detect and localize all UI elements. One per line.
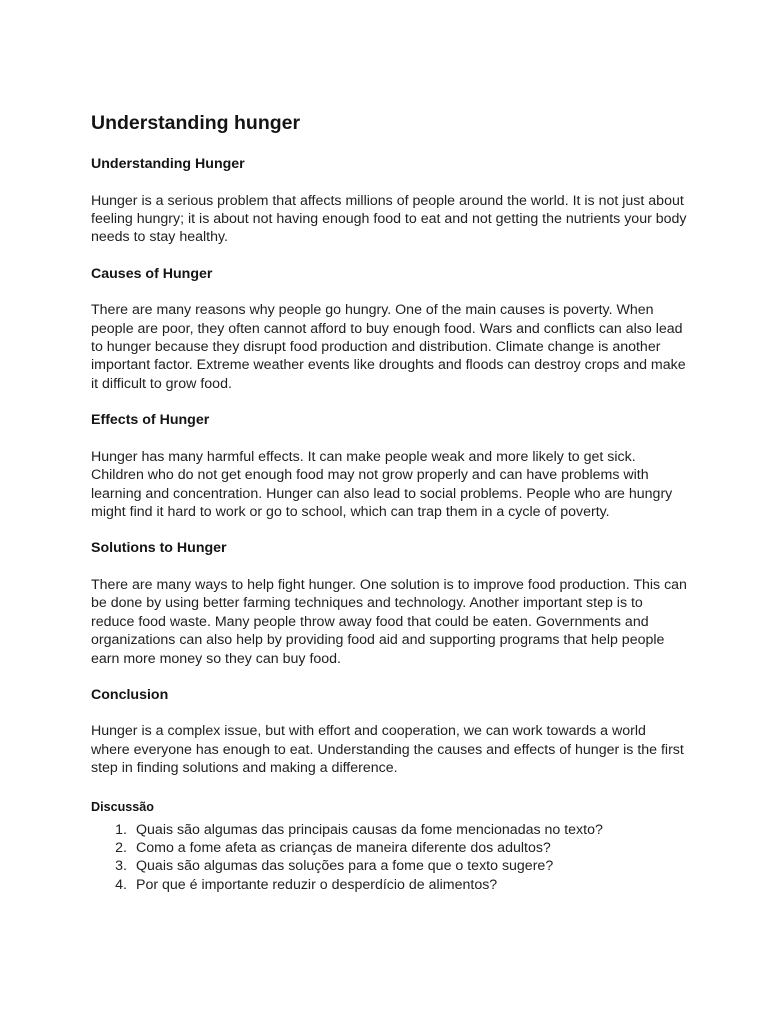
section-effects-of-hunger [91,411,687,521]
section-understanding-hunger [91,155,687,247]
section-paragraph: Hunger is a serious problem that affects millions of people around the world. It is not just about feeling hungry; it is about not having enough food to eat and not getting the nutrients your body needs to stay healthy. [91,192,687,246]
section-paragraph: Hunger is a complex issue, but with effort and cooperation, we can work towards a world where everyone has enough to eat. Understanding the causes and effects of hunger is the first step in finding solutions and making a difference. [91,723,684,777]
section-solutions-to-hunger [91,539,687,668]
list-item [91,857,687,875]
question-number: 4. [115,876,127,893]
question-text: Como a fome afeta as crianças de maneira diferente dos adultos? [136,840,551,857]
discussion-heading: Discussão [91,799,154,814]
question-text: Quais são algumas das principais causas da fome mencionadas no texto? [136,821,603,838]
section-paragraph: There are many ways to help fight hunger. One solution is to improve food production. This can be done by using better farming techniques and technology. Another important step is to reduce food waste. Many people throw away food that could be eaten. Governments and organizations can also help by providing food aid and supporting programs that help people earn more money so they can buy food. [91,576,687,667]
section-heading: Understanding Hunger [91,156,245,172]
section-paragraph: Hunger has many harmful effects. It can make people weak and more likely to get sick. Children who do not get enough food may not grow properly and can have problems with learning and concentration. Hunger can also lead to social problems. People who are hungry might find it hard to work or go to school, which can trap them in a cycle of poverty. [91,448,673,520]
section-paragraph: There are many reasons why people go hungry. One of the main causes is poverty. When people are poor, they often cannot afford to buy enough food. Wars and conflicts can also lead to hunger because they disrupt food production and distribution. Climate change is another important factor. Extreme weather events like droughts and floods can destroy crops and make it difficult to grow food. [91,302,686,392]
section-heading: Causes of Hunger [91,265,213,282]
question-number: 3. [115,858,127,875]
section-heading: Effects of Hunger [91,412,210,429]
discussion-question-list [91,821,687,895]
section-heading: Solutions to Hunger [91,540,227,557]
question-text: Quais são algumas das soluções para a fome que o texto sugere? [136,858,554,875]
document-title: Understanding hunger [91,112,301,134]
section-heading: Conclusion [91,686,169,703]
section-causes-of-hunger [91,265,687,394]
document-page [91,108,687,894]
list-item [91,821,687,839]
question-number: 2. [115,840,127,857]
section-conclusion [91,686,687,778]
list-item [91,876,687,894]
question-text: Por que é importante reduzir o desperdício de alimentos? [136,876,498,893]
discussion-section [91,798,687,895]
question-number: 1. [115,821,127,838]
list-item [91,839,687,857]
